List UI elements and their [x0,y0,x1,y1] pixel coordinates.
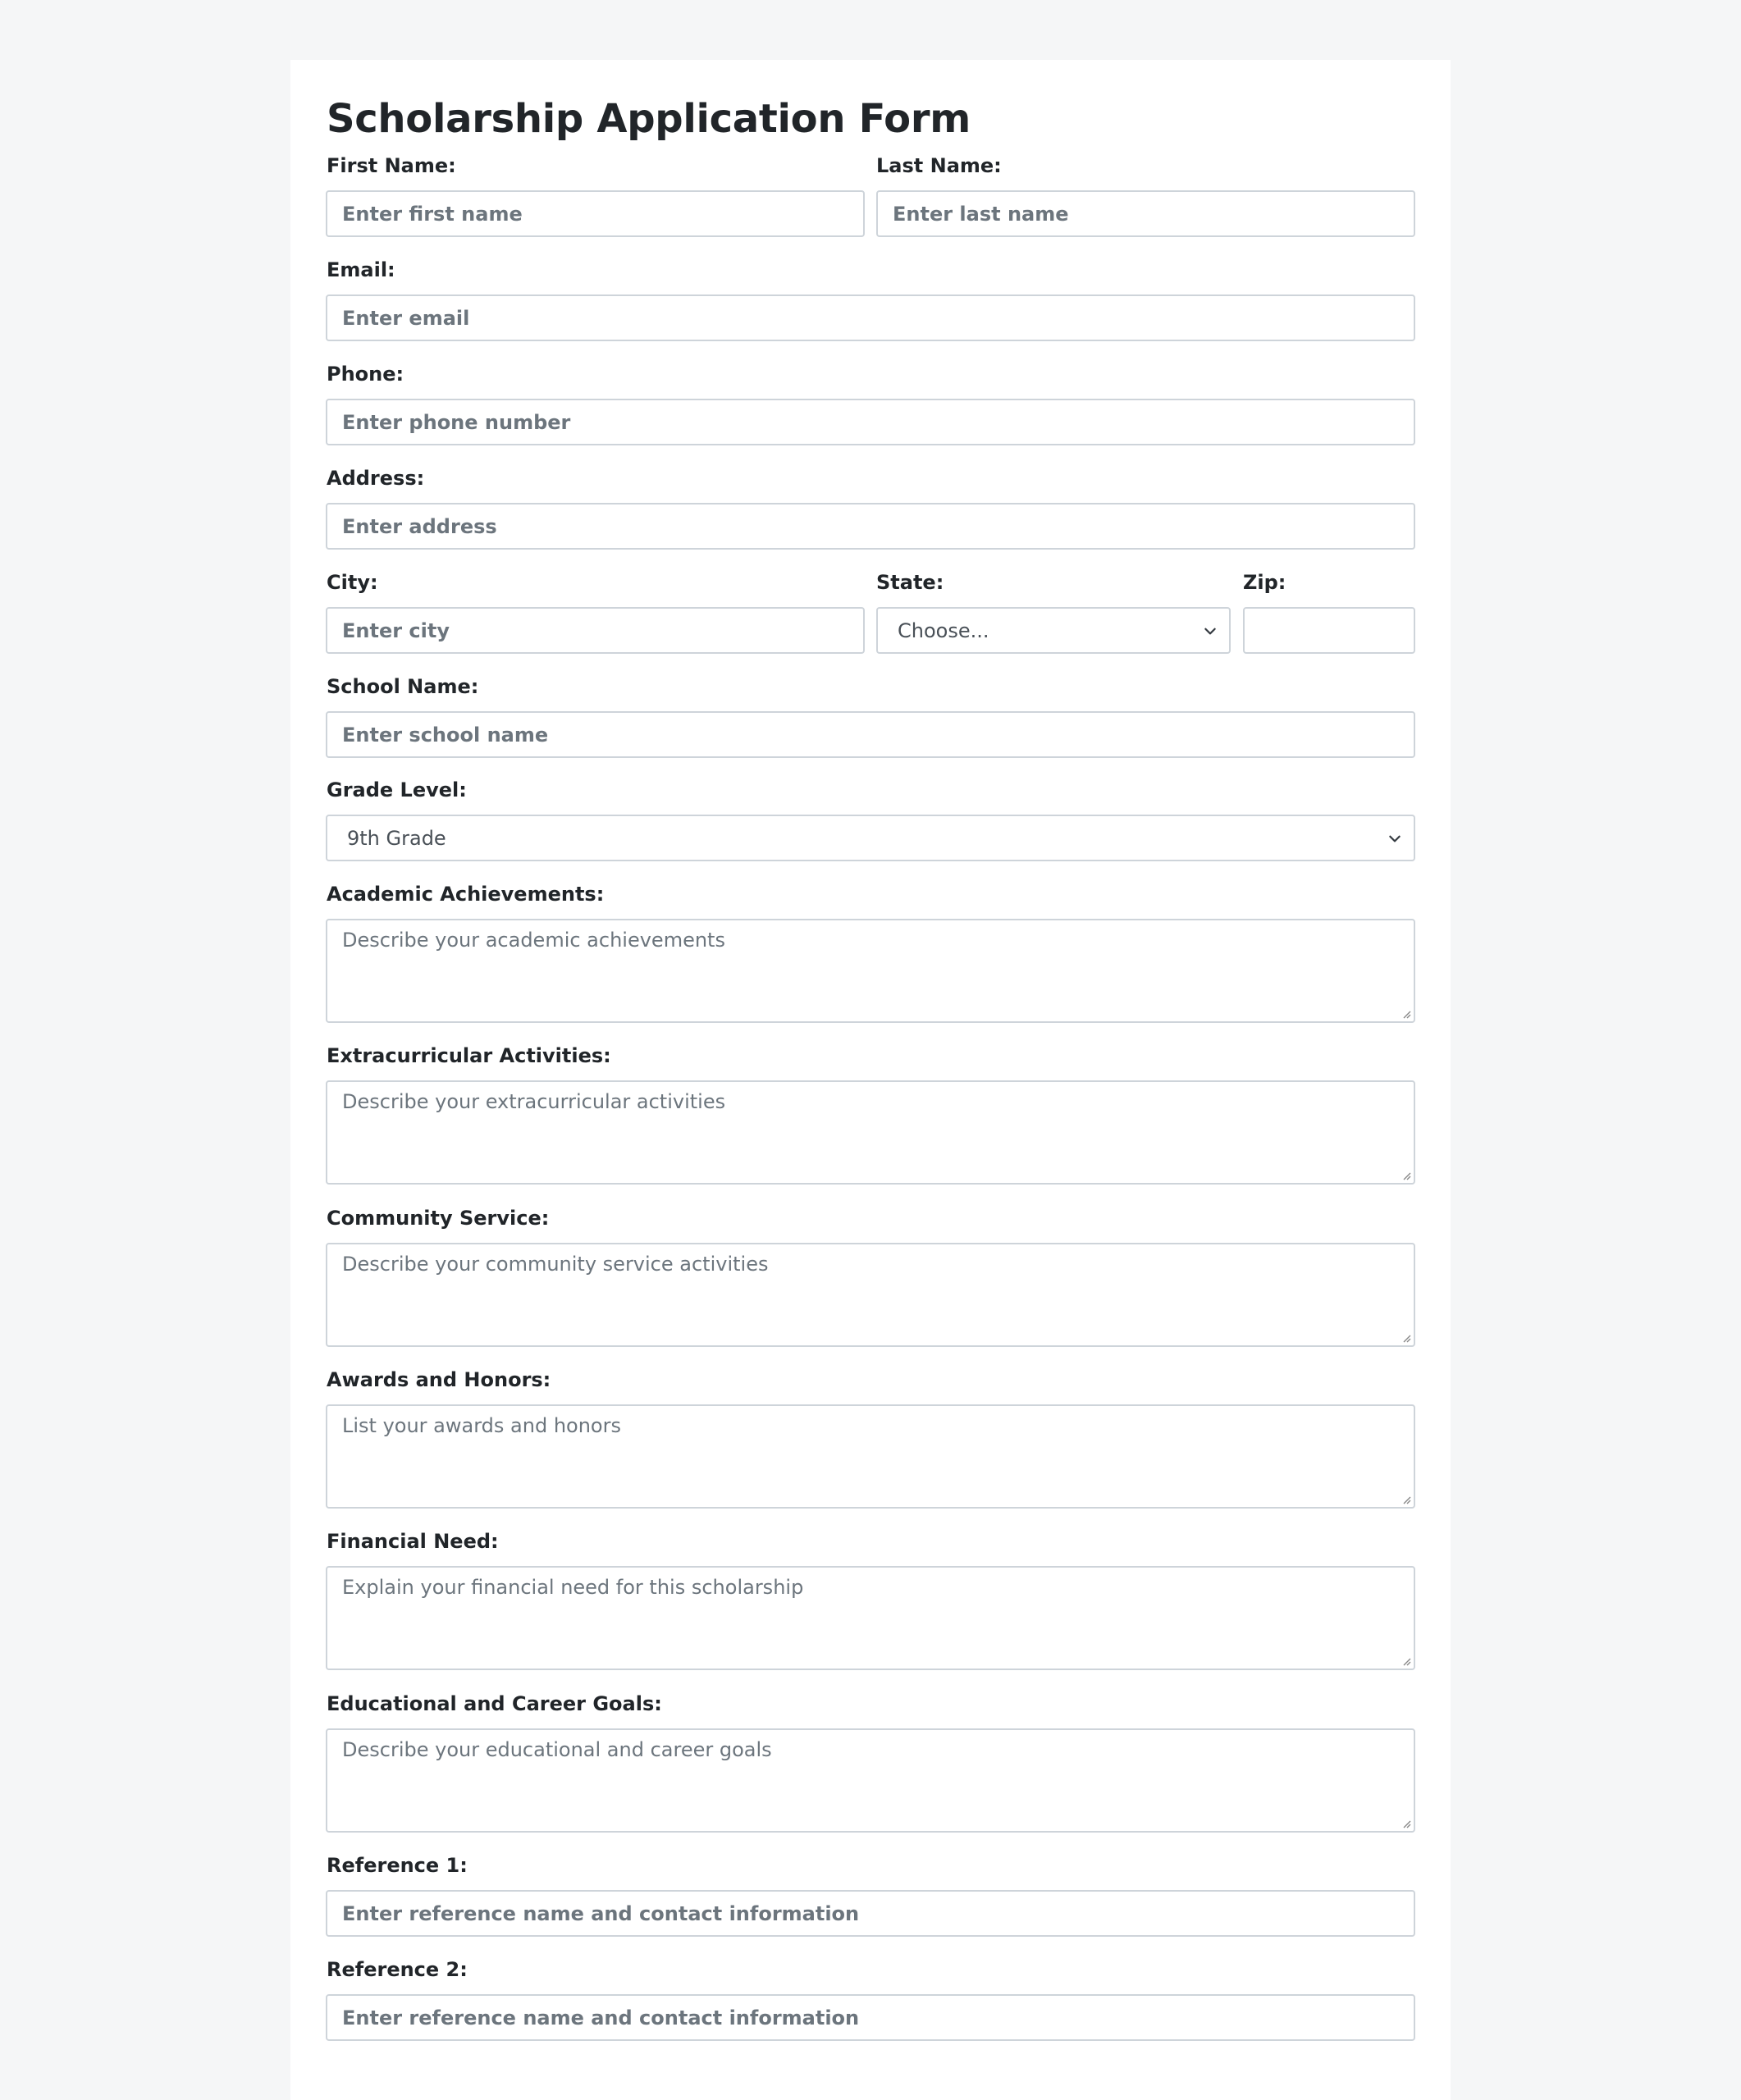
school-name-placeholder: Enter school name [342,723,549,746]
address-placeholder: Enter address [342,514,497,538]
phone-input[interactable] [326,399,1415,445]
reference1-placeholder: Enter reference name and contact information [342,1901,860,1925]
last-name-label: Last Name: [876,154,1002,177]
phone-label: Phone: [327,363,404,386]
page-title: Scholarship Application Form [327,96,971,142]
zip-label: Zip: [1243,571,1286,594]
academic-achievements-label: Academic Achievements: [327,883,605,906]
address-input[interactable] [326,503,1415,550]
awards-textarea[interactable] [326,1404,1415,1509]
financial-need-placeholder: Explain your financial need for this scholarship [342,1576,804,1599]
resize-handle-icon[interactable] [1400,1817,1411,1828]
state-selected-value: Choose... [898,619,989,642]
resize-handle-icon[interactable] [1400,1331,1411,1343]
email-placeholder: Enter email [342,306,470,330]
chevron-down-icon [1387,831,1402,846]
grade-level-select[interactable] [326,815,1415,861]
resize-handle-icon[interactable] [1400,1655,1411,1666]
extracurricular-label: Extracurricular Activities: [327,1044,611,1067]
resize-handle-icon[interactable] [1400,1007,1411,1019]
academic-achievements-textarea[interactable] [326,919,1415,1023]
email-label: Email: [327,258,395,281]
grade-level-label: Grade Level: [327,778,467,801]
chevron-down-icon [1203,623,1218,638]
resize-handle-icon[interactable] [1400,1493,1411,1504]
city-placeholder: Enter city [342,619,450,642]
school-name-label: School Name: [327,675,479,698]
phone-placeholder: Enter phone number [342,410,571,434]
state-select[interactable] [876,607,1231,654]
extracurricular-textarea[interactable] [326,1080,1415,1185]
address-label: Address: [327,467,425,490]
academic-achievements-placeholder: Describe your academic achievements [342,929,725,952]
last-name-input[interactable] [876,190,1415,237]
first-name-placeholder: Enter first name [342,202,523,226]
resize-handle-icon[interactable] [1400,1169,1411,1180]
city-label: City: [327,571,378,594]
extracurricular-placeholder: Describe your extracurricular activities [342,1090,726,1113]
goals-placeholder: Describe your educational and career goals [342,1738,772,1761]
grade-level-selected-value: 9th Grade [347,826,446,850]
school-name-input[interactable] [326,711,1415,758]
reference1-label: Reference 1: [327,1854,468,1877]
community-service-placeholder: Describe your community service activities [342,1253,769,1276]
awards-label: Awards and Honors: [327,1368,551,1391]
awards-placeholder: List your awards and honors [342,1414,621,1437]
state-label: State: [876,571,944,594]
financial-need-label: Financial Need: [327,1530,499,1553]
community-service-label: Community Service: [327,1207,550,1230]
goals-label: Educational and Career Goals: [327,1692,662,1715]
goals-textarea[interactable] [326,1728,1415,1833]
financial-need-textarea[interactable] [326,1566,1415,1670]
first-name-input[interactable] [326,190,865,237]
first-name-label: First Name: [327,154,456,177]
community-service-textarea[interactable] [326,1243,1415,1347]
reference2-label: Reference 2: [327,1958,468,1981]
reference2-placeholder: Enter reference name and contact information [342,2006,860,2029]
last-name-placeholder: Enter last name [893,202,1069,226]
city-input[interactable] [326,607,865,654]
reference1-input[interactable] [326,1890,1415,1937]
zip-input[interactable] [1243,607,1415,654]
reference2-input[interactable] [326,1994,1415,2041]
email-input[interactable] [326,294,1415,341]
